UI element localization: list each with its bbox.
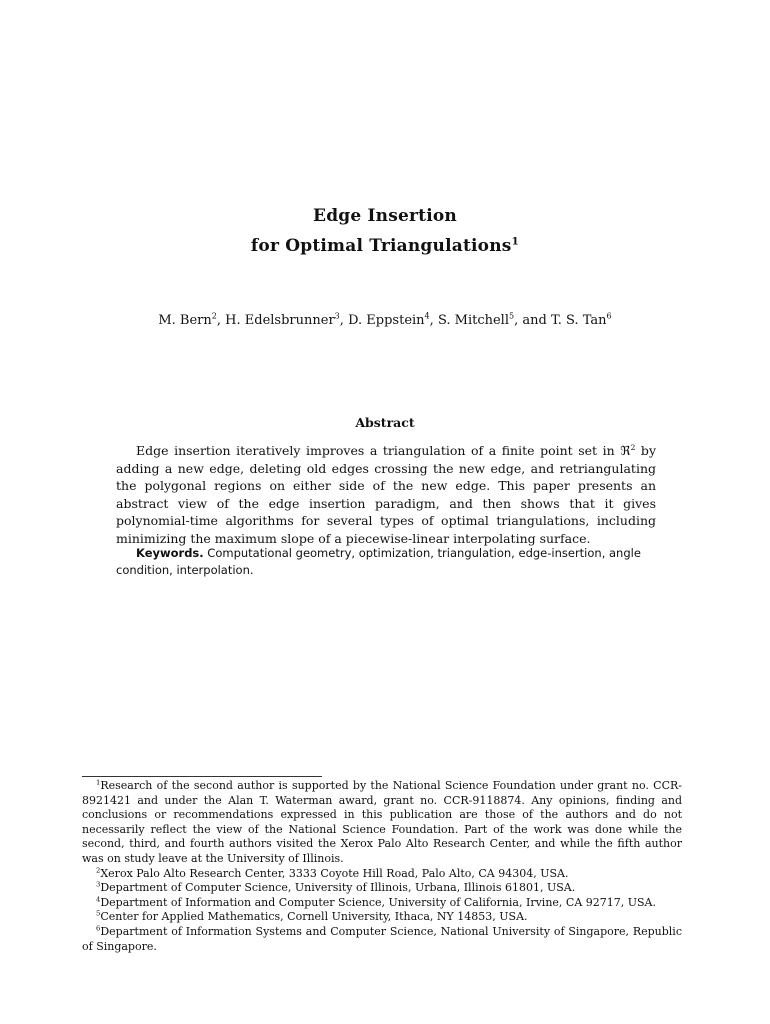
abstract-paragraph	[116, 442, 656, 547]
author-name: D. Eppstein	[348, 313, 425, 328]
author-footnote-marker: 3	[334, 311, 340, 321]
title-line-1-text: Edge Insertion	[313, 206, 457, 226]
author-footnote-marker: 2	[211, 311, 217, 321]
abstract-body	[116, 442, 656, 547]
author-2	[225, 313, 348, 328]
footnote-5	[82, 910, 682, 925]
footnote-number: 5	[96, 909, 101, 918]
author-separator: ,	[216, 313, 226, 328]
footnote-4	[82, 896, 682, 911]
author-name: H. Edelsbrunner	[225, 313, 335, 328]
author-footnote-marker: 5	[509, 311, 515, 321]
author-separator: , and	[514, 313, 551, 328]
title-footnote-marker: 1	[511, 235, 520, 248]
author-5	[551, 313, 612, 328]
footnote-1	[82, 779, 682, 867]
footnote-number: 2	[96, 865, 101, 874]
keywords-block	[116, 545, 656, 579]
author-name: S. Mitchell	[437, 313, 509, 328]
keywords-paragraph	[116, 545, 656, 579]
footnote-text: Department of Information Systems and Computer Science, National University of Singapore, Republic of Singapore.	[82, 924, 682, 953]
author-list	[0, 313, 770, 328]
author-separator: ,	[339, 313, 349, 328]
abstract-text-part-1: Edge insertion iteratively improves a triangulation of a finite point set in ℜ	[136, 443, 631, 458]
author-footnote-marker: 4	[424, 311, 430, 321]
footnote-6	[82, 925, 682, 954]
author-3	[348, 313, 438, 328]
footnote-text: Research of the second author is supported by the National Science Foundation under grant no. CCR-8921421 and under the Alan T. Waterman award, grant no. CCR-9118874. Any opinions, finding and conclusions or recommendations expressed in this publication are those of the authors and do not necessarily reflect the view of the National Science Foundation. Part of the work was done while the second, third, and fourth authors visited the Xerox Palo Alto Research Center, and while the fifth author was on study leave at the University of Illinois.	[82, 779, 682, 865]
author-separator: ,	[429, 313, 438, 328]
footnote-text: Department of Information and Computer Science, University of California, Irvine, CA 92717, USA.	[100, 895, 656, 909]
footnote-number: 1	[96, 778, 101, 787]
abstract-text-part-2: by adding a new edge, deleting old edges crossing the new edge, and retriangulating the polygonal regions on either side of the new edge. This paper presents an abstract view of the edge insertion paradigm, and then shows that it gives polynomial-time algorithms for several types of optimal triangulations, including minimizing the maximum slope of a piecewise-linear interpolating surface.	[116, 443, 656, 546]
footnote-text: Department of Computer Science, University of Illinois, Urbana, Illinois 61801, USA.	[100, 881, 576, 895]
abstract-superscript: 2	[630, 442, 636, 452]
abstract-heading	[0, 415, 770, 430]
keywords-label: Keywords.	[136, 546, 204, 560]
author-name: M. Bern	[158, 313, 212, 328]
author-4	[438, 313, 551, 328]
footnote-text: Center for Applied Mathematics, Cornell University, Ithaca, NY 14853, USA.	[100, 910, 528, 924]
author-name: T. S. Tan	[550, 313, 607, 328]
keywords-text: Computational geometry, optimization, triangulation, edge-insertion, angle condition, interpolation.	[116, 546, 641, 577]
footnote-number: 4	[96, 895, 101, 904]
title-line-2-text: for Optimal Triangulations	[250, 236, 512, 256]
footnote-number: 6	[96, 924, 101, 933]
footnotes	[82, 779, 682, 954]
title-line-2	[0, 236, 770, 256]
footnote-divider	[82, 776, 322, 777]
footnote-2	[82, 867, 682, 882]
title-line-1	[0, 206, 770, 226]
author-footnote-marker: 6	[606, 311, 612, 321]
abstract-heading-text: Abstract	[355, 415, 415, 430]
footnote-number: 3	[96, 880, 101, 889]
footnote-3	[82, 881, 682, 896]
author-1	[158, 313, 225, 328]
footnote-text: Xerox Palo Alto Research Center, 3333 Coyote Hill Road, Palo Alto, CA 94304, USA.	[100, 866, 569, 880]
